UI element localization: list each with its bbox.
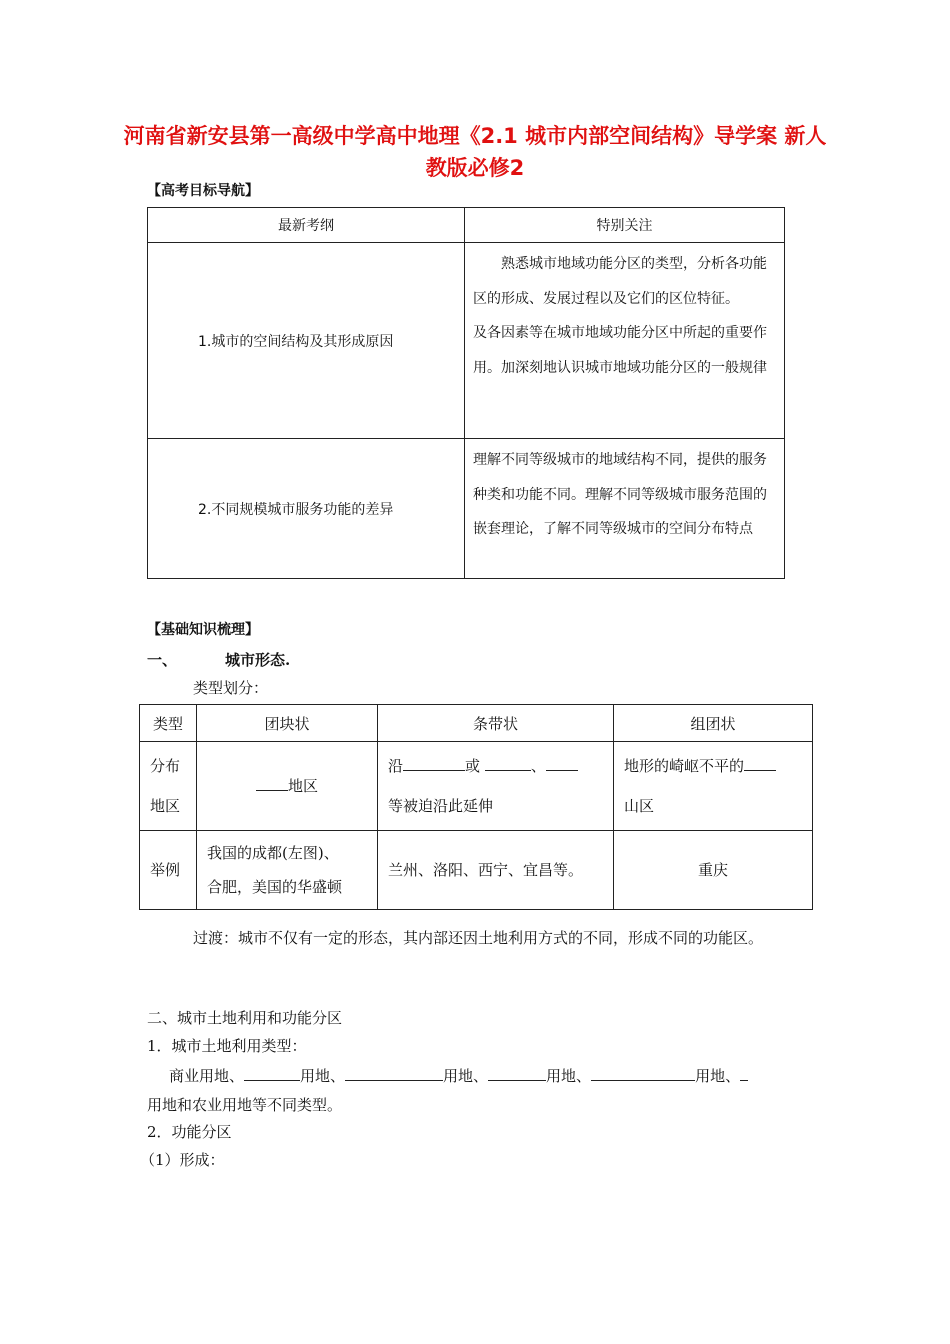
ex-tiaodai: 兰州、洛阳、西宁、宜昌等。: [378, 831, 614, 910]
header-special-focus: 特别关注: [465, 208, 785, 243]
cell-line: 等被迫沿此延伸: [388, 797, 494, 815]
focus-item-2: 理解不同等级城市的地域结构不同，提供的服务种类和功能不同。理解不同等级城市服务范围的嵌套理论，了解不同等级城市的空间分布特点: [465, 439, 785, 579]
document-title: 河南省新安县第一高级中学高中地理《2.1 城市内部空间结构》导学案 新人教版必修2: [123, 124, 827, 180]
part-one-title: 城市形态.: [225, 651, 291, 669]
landuse-text: 用地、: [300, 1067, 346, 1085]
cell-line: 合肥，美国的华盛顿: [207, 878, 343, 896]
focus-item-1: [465, 243, 785, 439]
table-row: [140, 742, 813, 831]
cell-line: [388, 746, 603, 786]
dist-zutuan: [614, 742, 813, 831]
section-heading-basics: 【基础知识梳理】: [147, 622, 259, 638]
part-one-number: 一、: [147, 651, 178, 669]
item-one-heading: 1．城市土地利用类型：: [147, 1037, 307, 1055]
label-line: 分布: [150, 757, 181, 775]
landuse-text: 商业用地、: [169, 1067, 245, 1085]
ex-zutuan: 重庆: [614, 831, 813, 910]
fill-blank[interactable]: [488, 1065, 546, 1081]
dist-tiaodai: [378, 742, 614, 831]
landuse-text: 用地、: [443, 1067, 489, 1085]
landuse-text: 用地和农业用地等不同类型。: [147, 1096, 343, 1114]
fill-blank[interactable]: [744, 755, 776, 771]
fill-blank[interactable]: [256, 775, 288, 791]
table-header-row: [148, 208, 785, 243]
ex-tuankuai: [197, 831, 378, 910]
header-type: 类型: [140, 705, 197, 742]
label-line: 地区: [150, 797, 181, 815]
header-tiaodai: 条带状: [378, 705, 614, 742]
syllabus-item-2: 2.不同规模城市服务功能的差异: [148, 439, 465, 579]
item-two-heading: 2．功能分区: [147, 1123, 232, 1141]
table-header-row: [140, 705, 813, 742]
exam-goals-table: [147, 207, 785, 579]
cell-text: 、: [530, 757, 546, 775]
fill-blank[interactable]: [740, 1065, 748, 1081]
fill-blank[interactable]: [244, 1065, 300, 1081]
fill-blank[interactable]: [546, 755, 578, 771]
table-row: [140, 831, 813, 910]
cell-text: 沿: [388, 757, 404, 775]
fill-blank[interactable]: [345, 1065, 443, 1081]
cell-line: 我国的成都(左图)、: [207, 844, 339, 862]
row-label-example: 举例: [140, 831, 197, 910]
focus-text: 及各因素等在城市地域功能分区中所起的重要作用。加深刻地认识城市地域功能分区的一般规律: [473, 325, 767, 376]
landuse-text: 用地、: [546, 1067, 592, 1085]
landuse-text: 用地、: [695, 1067, 741, 1085]
cell-text: 地形的崎岖不平的: [624, 757, 745, 775]
part-one-heading: [147, 646, 290, 674]
cell-text: 或: [465, 757, 481, 775]
item-two-sub-heading: （1）形成：: [140, 1151, 225, 1169]
cell-line: [624, 746, 802, 786]
header-zutuan: 组团状: [614, 705, 813, 742]
cell-line: 山区: [624, 797, 655, 815]
section-heading-goals: 【高考目标导航】: [147, 183, 259, 199]
syllabus-item-1: 1.城市的空间结构及其形成原因: [148, 243, 465, 439]
row-label-distribution: [140, 742, 197, 831]
fill-blank[interactable]: [403, 755, 465, 771]
table-row: [148, 439, 785, 579]
type-division-label: 类型划分：: [193, 679, 269, 697]
dist-tuankuai: [197, 742, 378, 831]
fill-blank[interactable]: [485, 755, 531, 771]
transition-paragraph: 过渡：城市不仅有一定的形态，其内部还因土地利用方式的不同，形成不同的功能区。: [193, 929, 764, 947]
part-two-heading: 二、城市土地利用和功能分区: [147, 1009, 343, 1027]
table-row: [148, 243, 785, 439]
landuse-paragraph: [147, 1062, 812, 1120]
header-latest-syllabus: 最新考纲: [148, 208, 465, 243]
city-form-table: [139, 704, 813, 910]
header-tuankuai: 团块状: [197, 705, 378, 742]
cell-text: 地区: [287, 777, 318, 795]
focus-text: 熟悉城市地域功能分区的类型，分析各功能区的形成、发展过程以及它们的区位特征。: [473, 256, 767, 307]
fill-blank[interactable]: [591, 1065, 695, 1081]
